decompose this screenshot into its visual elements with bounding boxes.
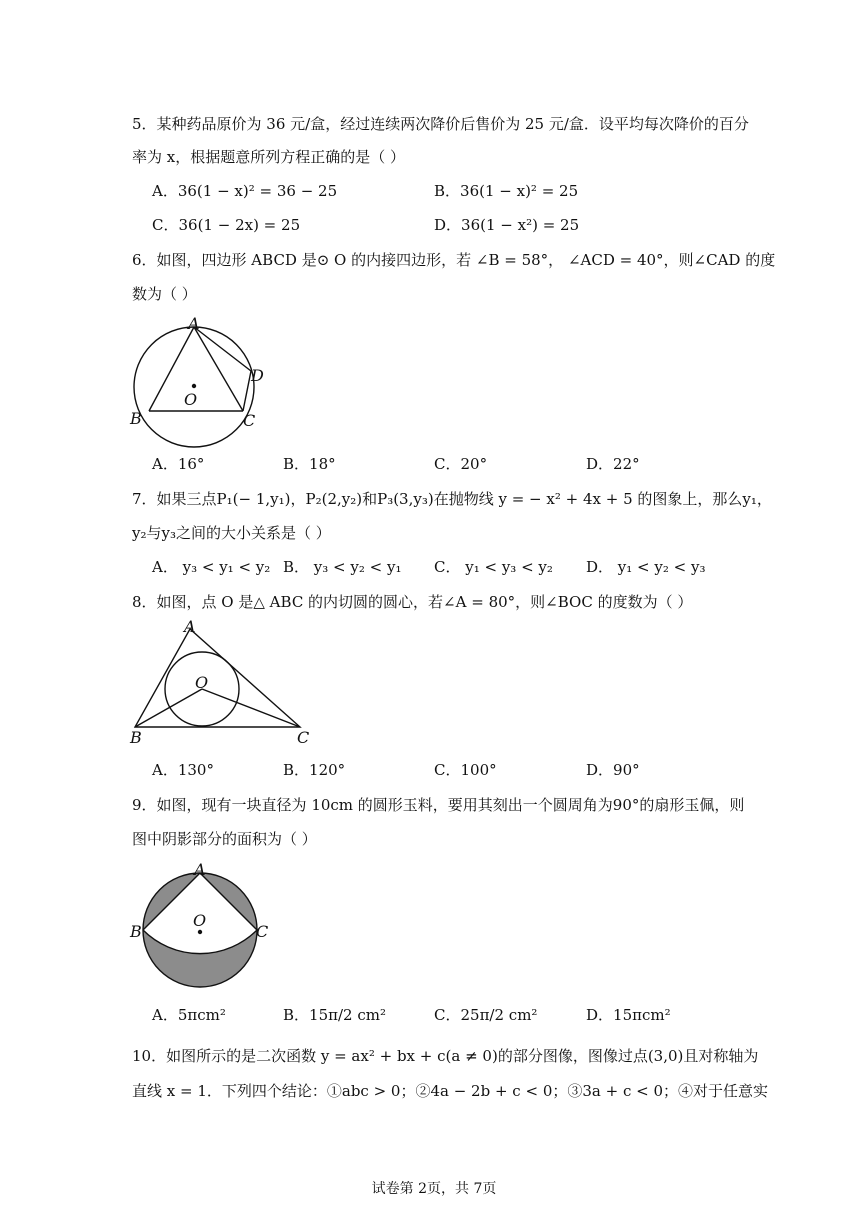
q9-label-o: O — [193, 911, 207, 930]
q9-option-b: B．15π/2 cm² — [283, 1006, 386, 1024]
q6-segment-dc — [243, 371, 251, 411]
q6-option-a: A．16° — [152, 455, 205, 473]
q10-stem-line1: 10．如图所示的是二次函数 y = ax² + bx + c(a ≠ 0)的部分图像，图像过点(3,0)且对称轴为 — [132, 1047, 759, 1065]
q9-option-d: D．15πcm² — [586, 1006, 671, 1024]
q8-option-c: C．100° — [434, 761, 497, 779]
q6-segment-ac — [194, 327, 243, 411]
q6-stem-line1: 6．如图，四边形 ABCD 是⊙ O 的内接四边形，若 ∠B = 58°， ∠ACD = 40°，则∠CAD 的度 — [132, 251, 776, 269]
q8-triangle-figure — [120, 610, 320, 750]
q9-shade-bottom — [143, 930, 257, 987]
q6-center-dot — [192, 384, 196, 388]
q8-stem-line1: 8．如图，点 O 是△ ABC 的内切圆的圆心，若∠A = 80°，则∠BOC 的度数为（ ） — [132, 593, 693, 611]
q9-stem-line1: 9．如图，现有一块直径为 10cm 的圆形玉料，要用其刻出一个圆周角为90°的扇形玉佩，则 — [132, 796, 745, 814]
q6-label-b: B — [130, 409, 142, 428]
q9-label-a: A — [194, 860, 206, 879]
q6-stem-line2: 数为（ ） — [132, 285, 197, 303]
q6-option-b: B．18° — [283, 455, 336, 473]
q5-option-b: B．36(1 − x)² = 25 — [434, 182, 579, 200]
q6-label-d: D — [251, 366, 264, 385]
q8-option-b: B．120° — [283, 761, 346, 779]
q9-sector-figure — [120, 855, 290, 995]
q9-center-dot — [198, 930, 202, 934]
q9-label-b: B — [130, 922, 142, 941]
q5-option-a: A．36(1 − x)² = 36 − 25 — [152, 182, 338, 200]
q6-label-c: C — [243, 411, 256, 430]
q7-option-a: A． y₃ < y₁ < y₂ — [152, 558, 271, 576]
q8-label-o: O — [195, 673, 209, 692]
q7-stem-line1: 7．如果三点P₁(− 1,y₁)，P₂(2,y₂)和P₃(3,y₃)在抛物线 y = − x² + 4x + 5 的图象上，那么y₁， — [132, 490, 772, 508]
q8-label-c: C — [297, 728, 310, 747]
q7-stem-line2: y₂与y₃之间的大小关系是（ ） — [132, 524, 331, 542]
q6-label-o: O — [184, 390, 198, 409]
q5-stem-line1: 5．某种药品原价为 36 元/盒，经过连续两次降价后售价为 25 元/盒．设平均每次降价的百分 — [132, 115, 749, 133]
page-footer: 试卷第 2页，共 7页 — [371, 1181, 497, 1197]
q8-label-a: A — [184, 617, 196, 636]
q9-stem-line2: 图中阴影部分的面积为（ ） — [132, 830, 317, 848]
q7-option-d: D． y₁ < y₂ < y₃ — [586, 558, 706, 576]
q6-option-c: C．20° — [434, 455, 488, 473]
q10-stem-line2: 直线 x = 1．下列四个结论：①abc > 0；②4a − 2b + c < 0；③3a + c < 0；④对于任意实 — [132, 1082, 769, 1100]
q8-segment-oc — [202, 689, 300, 727]
q5-option-d: D．36(1 − x²) = 25 — [434, 216, 580, 234]
q5-stem-line2: 率为 x，根据题意所列方程正确的是（ ） — [132, 148, 405, 166]
q5-option-c: C．36(1 − 2x) = 25 — [152, 216, 301, 234]
q6-label-a: A — [188, 314, 200, 333]
q9-label-c: C — [256, 922, 269, 941]
q6-option-d: D．22° — [586, 455, 640, 473]
q9-option-a: A．5πcm² — [152, 1006, 226, 1024]
q6-circle-figure — [120, 310, 280, 450]
q8-label-b: B — [130, 728, 142, 747]
q7-option-c: C． y₁ < y₃ < y₂ — [434, 558, 553, 576]
q7-option-b: B． y₃ < y₂ < y₁ — [283, 558, 402, 576]
q8-option-a: A．130° — [152, 761, 214, 779]
q8-option-d: D．90° — [586, 761, 640, 779]
q9-option-c: C．25π/2 cm² — [434, 1006, 538, 1024]
